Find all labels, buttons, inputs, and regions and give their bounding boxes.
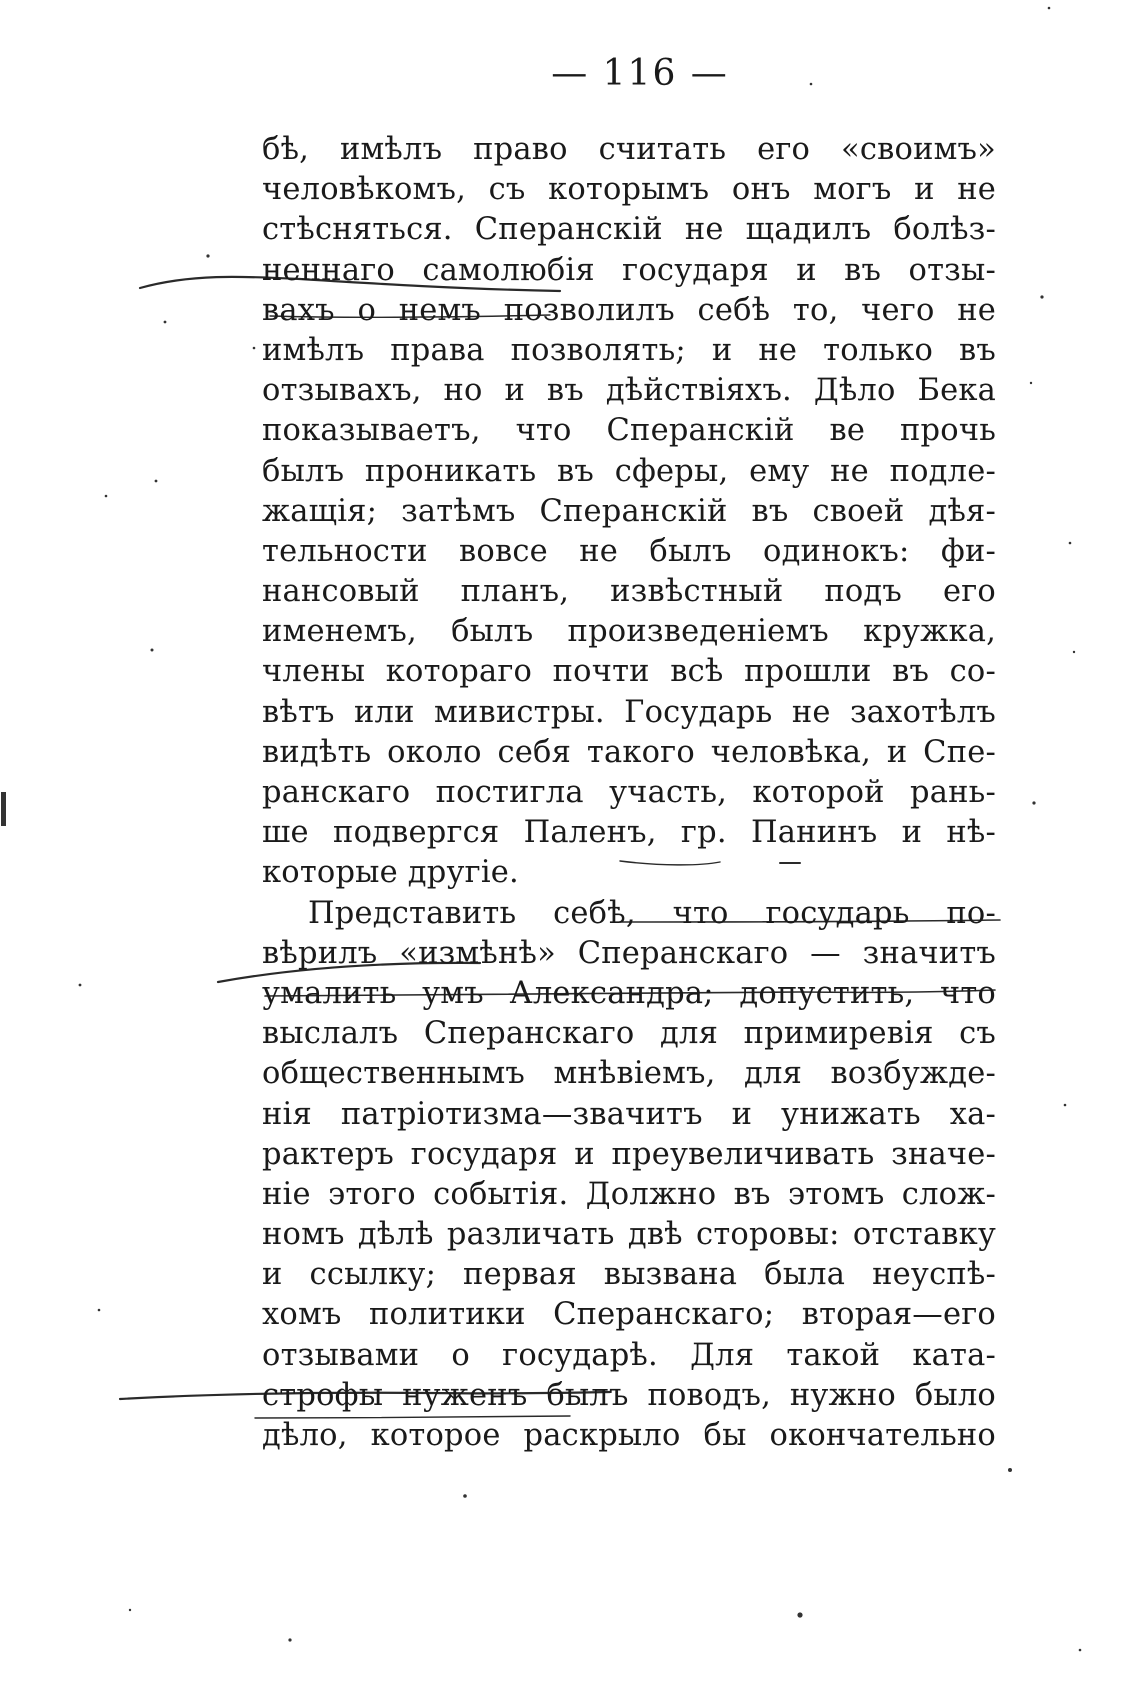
text-line: строфы нуженъ былъ поводъ, нужно было [262,1377,996,1413]
text-line: вѣтъ или мивистры. Государь не захотѣлъ [262,694,996,730]
text-line: ранскаго постигла участь, которой рань- [262,775,996,810]
text-line: человѣкомъ, съ которымъ онъ могъ и не [262,172,996,208]
text-line: нансовый планъ, извѣстный подъ его [262,574,996,610]
text-line: именемъ, былъ произведеніемъ кружка, [262,614,996,650]
text-line: выслалъ Сперанскаго для примиревія съ [262,1016,996,1052]
text-line: нія патріотизма—звачитъ и унижать ха- [262,1096,996,1132]
text-line: общественнымъ мнѣвіемъ, для возбужде- [262,1056,996,1092]
text-line: стѣсняться. Сперанскій не щадилъ болѣз- [262,212,996,248]
text-line: и ссылку; первая вызвана была неуспѣ- [262,1257,996,1293]
text-line: ніе этого событія. Должно въ этомъ слож- [262,1176,996,1212]
text-line: неннаго самолюбія государя и въ отзы- [262,252,996,288]
paragraph-start-line: Представить себѣ, что государь по- [308,895,996,931]
text-line: видѣть около себя такого человѣка, и Спе- [262,734,996,770]
text-line: показываетъ, что Сперанскій ве прочь [262,413,996,449]
text-line: отзывами о государѣ. Для такой ката- [262,1337,996,1373]
text-line: ше подвергся Паленъ, гр. Панинъ и нѣ- [262,815,996,851]
page-number: — 116 — [551,53,729,94]
text-line: умалить умъ Александра; допустить, что [262,975,996,1011]
text-line: вахъ о немъ позволилъ себѣ то, чего не [262,292,996,328]
text-line: отзывахъ, но и въ дѣйствіяхъ. Дѣло Бека [262,373,996,409]
text-line: тельности вовсе не былъ одинокъ: фи- [262,533,996,569]
text-line: номъ дѣлѣ различать двѣ сторовы: отставку [262,1217,996,1253]
text-line: рактеръ государя и преувеличивать значе- [262,1136,996,1172]
text-line: хомъ политики Сперанскаго; вторая—его [262,1297,996,1333]
text-line: имѣлъ права позволять; и не только въ [262,332,996,368]
text-line: члены котораго почти всѣ прошли въ со- [262,654,996,690]
text-line: былъ проникать въ сферы, ему не подле- [262,453,996,489]
text-line: жащія; затѣмъ Сперанскій въ своей дѣя- [262,493,996,529]
text-line: бѣ, имѣлъ право считать его «своимъ» [262,132,996,167]
paragraph-end-line: которые другіе. [262,855,519,891]
text-line: дѣло, которое раскрыло бы окончательно [262,1418,996,1453]
text-line: вѣрилъ «измѣнѣ» Сперанскаго — значитъ [262,935,996,971]
body-text [262,130,996,1456]
